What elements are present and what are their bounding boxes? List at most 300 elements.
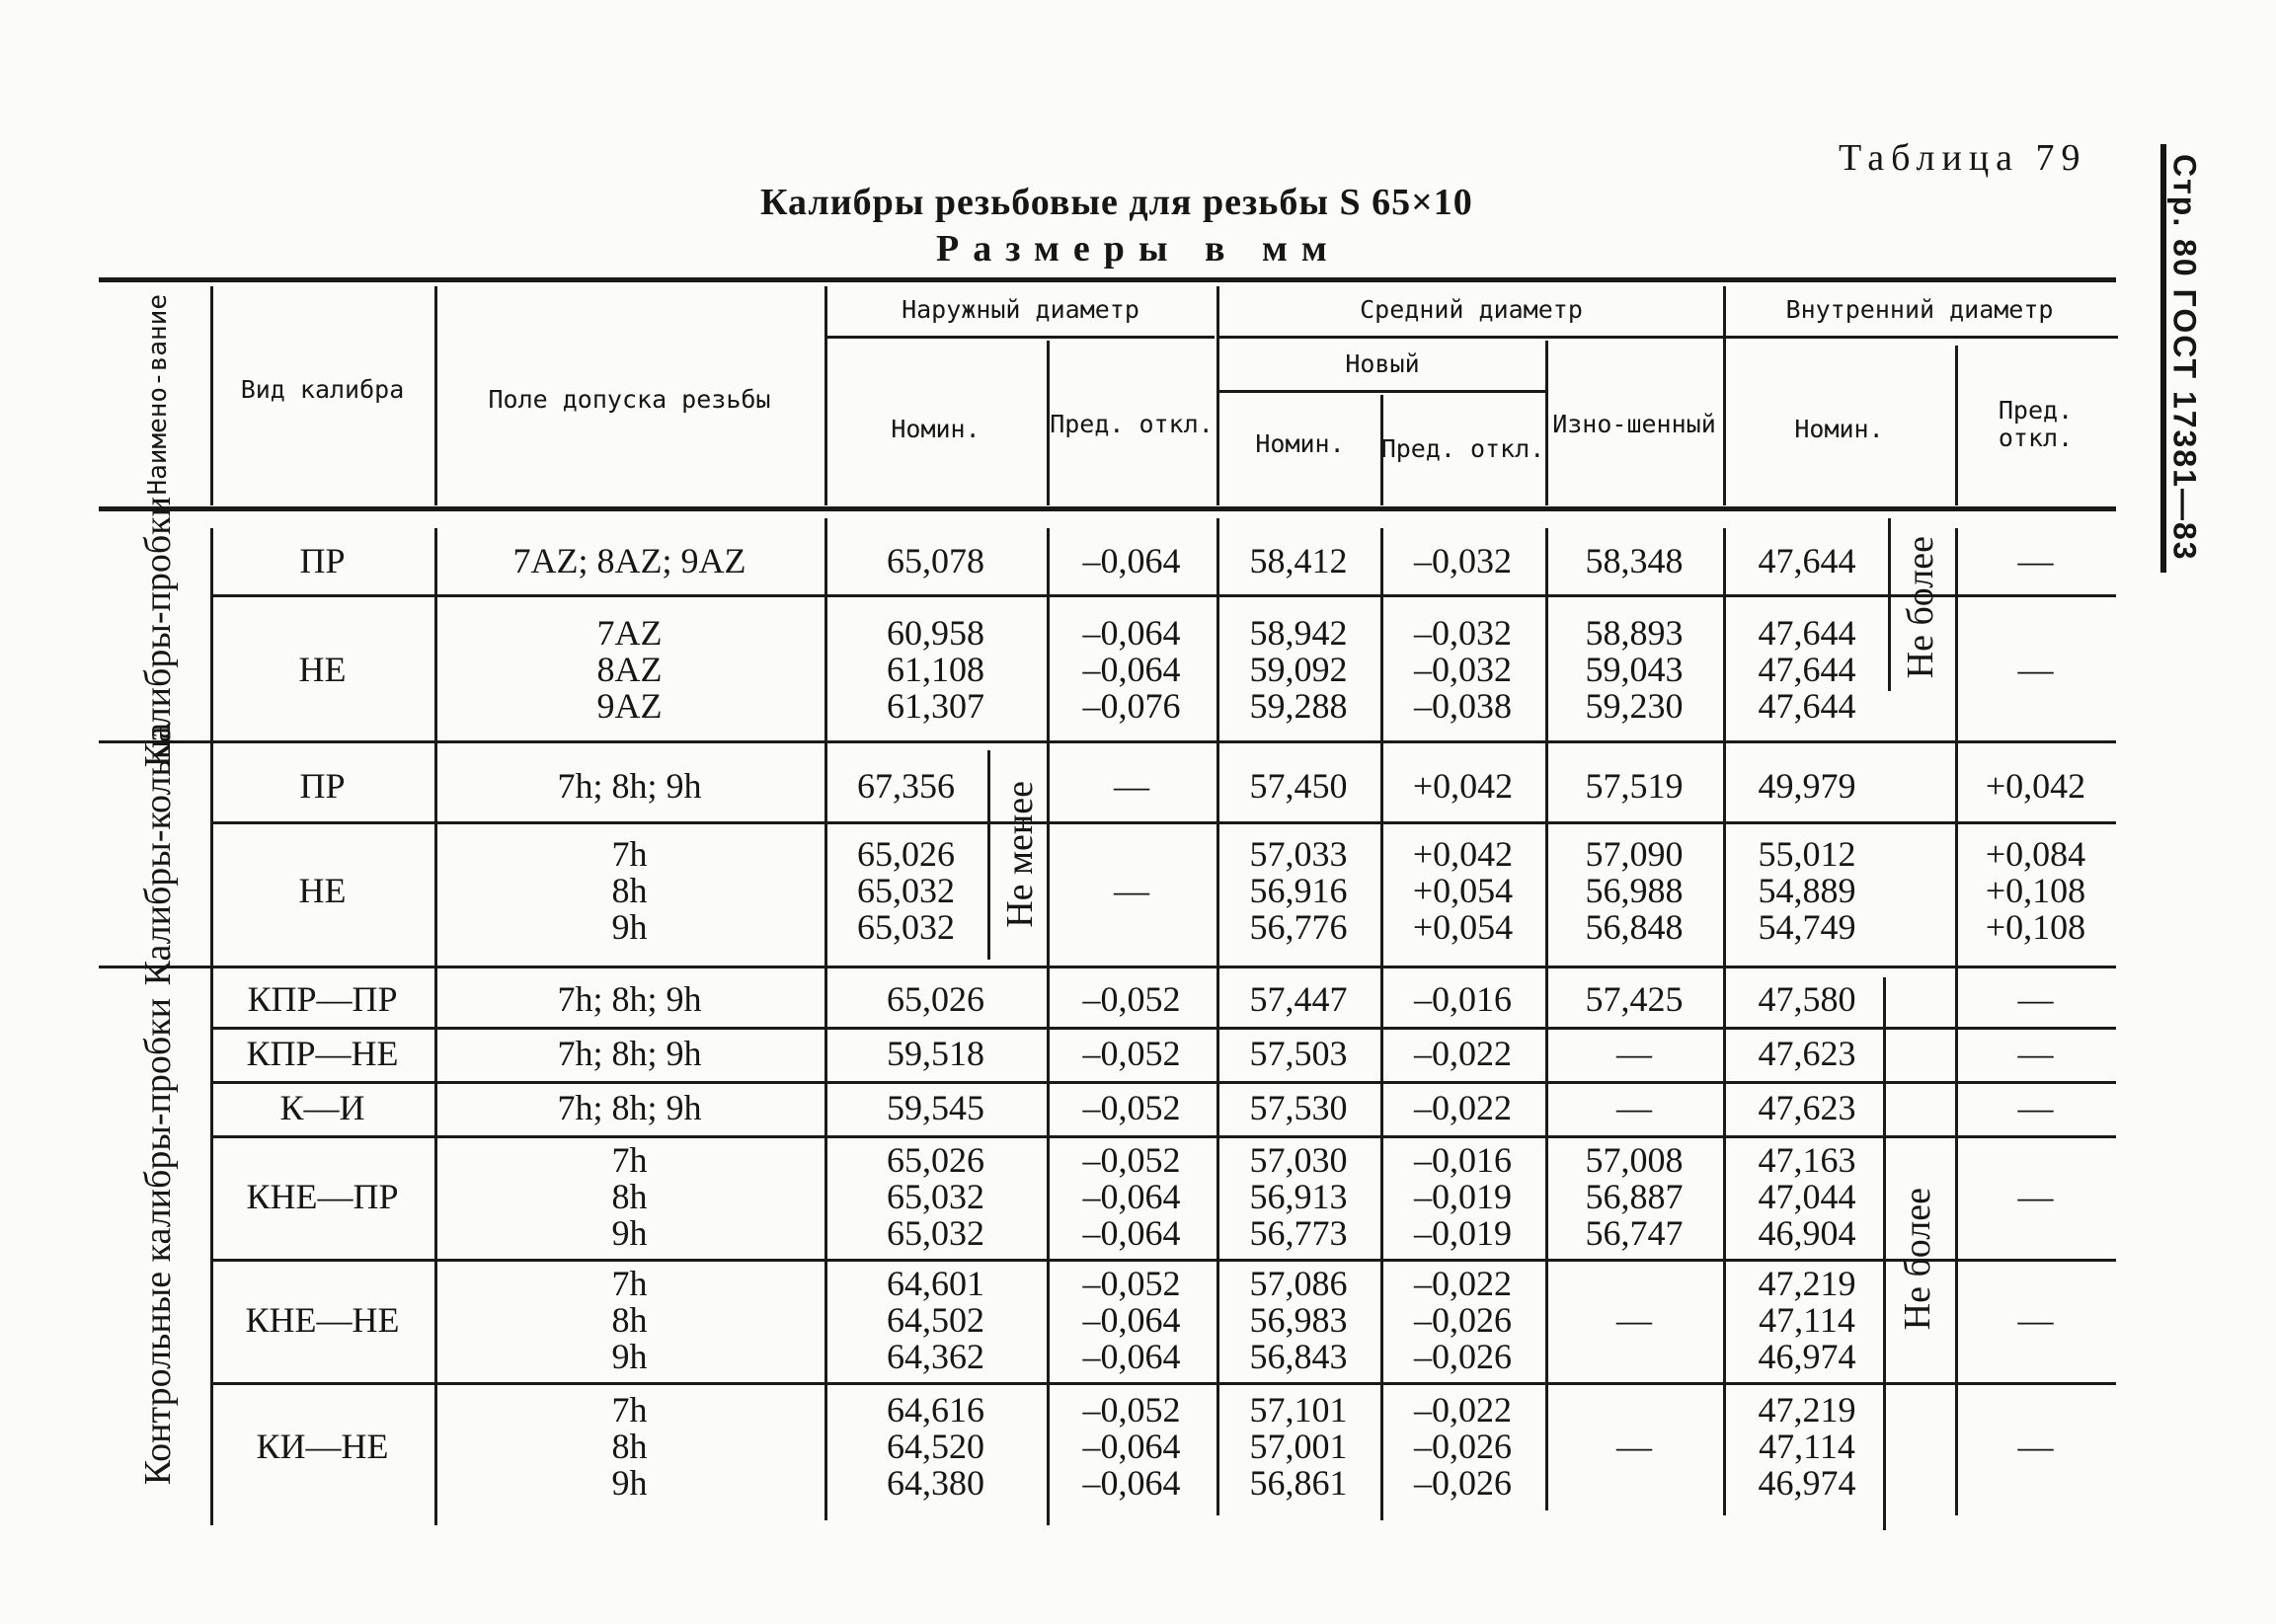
header-inner-nom-line: Номин. [1794, 415, 1884, 443]
cell-field [434, 821, 824, 960]
cell-inner-nom [1723, 1382, 1891, 1510]
cell-outer-dev-line: –0,052 [1082, 1264, 1181, 1303]
group-g1 [114, 496, 202, 768]
cell-field [434, 1027, 824, 1081]
cell-outer-dev-line: –0,064 [1082, 1426, 1181, 1466]
cell-inner-nom-line: 55,012 [1758, 833, 1856, 874]
cell-outer-nom-line: 67,356 [857, 765, 955, 806]
cell-mid-nom-line: 57,001 [1249, 1426, 1348, 1466]
cell-field-line: 8h [611, 1300, 648, 1340]
page-side-label [2164, 140, 2204, 575]
cell-outer-dev-line: –0,064 [1082, 1337, 1181, 1376]
cell-mid-dev-line: –0,032 [1414, 650, 1512, 689]
cell-outer-nom-line: 65,026 [887, 979, 984, 1019]
cell-mid-worn [1545, 1081, 1723, 1135]
header-outer-dev-line: Пред. откл. [1050, 410, 1214, 438]
cell-outer-nom-line: 59,545 [887, 1088, 984, 1127]
header-name-text: Наимено-вание [143, 294, 173, 496]
cell-field-line: 7h [611, 1140, 648, 1180]
cell-outer-nom [824, 1027, 1047, 1081]
cell-inner-dev-line: — [2017, 1088, 2054, 1127]
cell-inner-nom-line: 47,163 [1758, 1140, 1856, 1180]
cell-type [210, 604, 434, 735]
cell-mid-dev-line: –0,026 [1414, 1337, 1512, 1376]
cell-mid-nom-line: 59,092 [1249, 650, 1348, 689]
cell-mid-worn [1545, 1259, 1723, 1382]
cell-outer-nom-line: 65,032 [887, 1177, 984, 1216]
cell-type-line: КНЕ—ПР [246, 1177, 399, 1216]
cell-mid-nom-line: 56,776 [1249, 906, 1348, 947]
cell-mid-worn [1545, 604, 1723, 735]
cell-mid-worn [1545, 972, 1723, 1027]
cell-outer-dev [1047, 972, 1216, 1027]
cell-mid-worn [1545, 1135, 1723, 1259]
cell-outer-dev-line: –0,064 [1082, 1177, 1181, 1216]
cell-type [210, 821, 434, 960]
cell-mid-dev-line: +0,054 [1412, 906, 1514, 947]
cell-inner-dev-line: — [2017, 541, 2054, 580]
cell-inner-dev-line: — [2017, 1177, 2054, 1216]
cell-mid-nom-line: 56,773 [1249, 1213, 1348, 1253]
cell-inner-dev [1955, 528, 2116, 594]
cell-mid-nom-line: 57,030 [1249, 1140, 1348, 1180]
cell-outer-dev-line: –0,064 [1082, 1300, 1181, 1340]
cell-inner-nom-line: 47,044 [1758, 1177, 1856, 1216]
cell-outer-nom-line: 64,380 [887, 1462, 984, 1503]
cell-mid-dev [1380, 1135, 1545, 1259]
cell-outer-nom-line: 65,032 [857, 906, 955, 947]
cell-inner-nom [1723, 1081, 1891, 1135]
cell-mid-nom [1216, 972, 1380, 1027]
group-g2-text: Калибры-кольца [137, 722, 179, 986]
cell-field-line: 9h [611, 1337, 648, 1376]
header-outer-dev [1047, 385, 1216, 464]
group-g3-text: Контрольные калибры-пробки [137, 997, 179, 1486]
cell-mid-nom [1216, 604, 1380, 735]
cell-outer-dev [1047, 821, 1216, 960]
group-g2 [114, 722, 202, 986]
cell-mid-nom [1216, 750, 1380, 821]
cell-outer-dev-line: –0,052 [1082, 979, 1181, 1019]
cell-type [210, 1259, 434, 1382]
cell-mid-dev-line: –0,032 [1414, 541, 1512, 580]
cell-outer-dev [1047, 1135, 1216, 1259]
cell-mid-worn-line: 56,848 [1585, 906, 1684, 947]
cell-mid-dev [1380, 972, 1545, 1027]
cell-outer-dev-line: –0,064 [1082, 650, 1181, 689]
cell-inner-dev [1955, 1081, 2116, 1135]
cell-inner-nom [1723, 1027, 1891, 1081]
cell-mid-nom [1216, 1135, 1380, 1259]
cell-outer-dev [1047, 1382, 1216, 1510]
header-field-line: Поле допуска резьбы [488, 385, 771, 414]
cell-type-line: К—И [279, 1088, 365, 1127]
cell-field [434, 1135, 824, 1259]
cell-field [434, 1382, 824, 1510]
cell-outer-dev [1047, 528, 1216, 594]
cell-outer-dev-line: –0,064 [1082, 1213, 1181, 1253]
cell-mid-nom [1216, 821, 1380, 960]
column-rule [1380, 528, 1383, 1520]
cell-outer-nom [824, 750, 987, 821]
cell-mid-worn-line: 57,090 [1585, 833, 1684, 874]
cell-outer-dev-line: –0,052 [1082, 1389, 1181, 1430]
cell-mid-worn-line: 57,425 [1585, 979, 1684, 1019]
units-caption: Размеры в мм [936, 228, 1341, 270]
cell-mid-dev-line: +0,042 [1412, 833, 1514, 874]
cell-outer-nom-line: 65,026 [857, 833, 955, 874]
header-middle-line: Средний диаметр [1360, 295, 1583, 324]
column-rule [824, 518, 827, 1520]
cell-inner-dev-line: — [2017, 1034, 2054, 1073]
header-outer-nom-line: Номин. [891, 415, 981, 443]
cell-outer-nom [824, 1135, 1047, 1259]
header-outer-line: Наружный диаметр [902, 295, 1139, 324]
cell-inner-dev-line: +0,042 [1985, 765, 2086, 806]
cell-mid-worn-line: 56,988 [1585, 870, 1684, 910]
cell-mid-worn-line: — [1616, 1034, 1652, 1073]
cell-mid-worn-line: 56,887 [1585, 1177, 1684, 1216]
cell-field-line: 8AZ [596, 650, 663, 689]
header-middle [1219, 286, 1723, 334]
cell-field-line: 9h [611, 1462, 648, 1503]
cell-mid-nom-line: 56,861 [1249, 1462, 1348, 1503]
column-rule [1545, 528, 1548, 1510]
group-g3 [114, 972, 202, 1510]
header-inner-dev [1955, 385, 2116, 464]
cell-field-line: 7h; 8h; 9h [557, 765, 702, 806]
cell-mid-worn-line: 58,348 [1585, 541, 1684, 580]
cell-outer-nom-line: 61,307 [887, 686, 984, 726]
note-ne-menee-text: Не менее [999, 780, 1041, 928]
cell-mid-nom-line: 58,412 [1249, 541, 1348, 580]
cell-outer-nom-line: 65,032 [887, 1213, 984, 1253]
cell-mid-nom [1216, 1382, 1380, 1510]
cell-mid-worn-line: 59,043 [1585, 650, 1684, 689]
cell-type [210, 1135, 434, 1259]
cell-inner-nom [1723, 528, 1891, 594]
cell-inner-nom-line: 47,219 [1758, 1389, 1856, 1430]
cell-inner-nom-line: 54,889 [1758, 870, 1856, 910]
cell-mid-nom [1216, 1081, 1380, 1135]
rule-line [210, 594, 2116, 597]
cell-mid-nom-line: 56,983 [1249, 1300, 1348, 1340]
cell-type-line: ПР [299, 765, 346, 806]
cell-mid-nom-line: 56,913 [1249, 1177, 1348, 1216]
cell-field-line: 7h; 8h; 9h [557, 1034, 702, 1073]
cell-mid-nom-line: 56,916 [1249, 870, 1348, 910]
cell-field [434, 1081, 824, 1135]
cell-inner-dev-line: — [2017, 650, 2054, 689]
column-rule [434, 528, 437, 1525]
cell-mid-dev-line: +0,054 [1412, 870, 1514, 910]
cell-mid-dev [1380, 1382, 1545, 1510]
cell-type [210, 1027, 434, 1081]
cell-field-line: 9h [611, 1213, 648, 1253]
rule-line [210, 966, 2116, 968]
cell-mid-worn-line: — [1616, 1426, 1652, 1466]
cell-outer-nom-line: 64,616 [887, 1389, 984, 1430]
cell-outer-dev-line: –0,052 [1082, 1034, 1181, 1073]
cell-inner-dev [1955, 750, 2116, 821]
cell-mid-dev-line: –0,026 [1414, 1426, 1512, 1466]
cell-mid-nom [1216, 528, 1380, 594]
cell-outer-dev-line: –0,052 [1082, 1088, 1181, 1127]
cell-mid-worn [1545, 821, 1723, 960]
cell-inner-dev [1955, 1259, 2116, 1382]
cell-field [434, 528, 824, 594]
cell-mid-dev [1380, 604, 1545, 735]
cell-outer-nom [824, 1081, 1047, 1135]
cell-inner-nom-line: 46,974 [1758, 1462, 1856, 1503]
cell-outer-dev-line: — [1114, 870, 1149, 910]
cell-field-line: 7h; 8h; 9h [557, 1088, 702, 1127]
cell-inner-dev [1955, 1382, 2116, 1510]
cell-mid-dev-line: –0,016 [1414, 1140, 1512, 1180]
cell-field-line: 7AZ [596, 613, 663, 653]
cell-type [210, 1382, 434, 1510]
note-ne-menee [990, 750, 1050, 958]
cell-mid-dev-line: +0,042 [1412, 765, 1514, 806]
header-outer [824, 286, 1216, 334]
header-type [210, 341, 434, 439]
cell-mid-dev [1380, 528, 1545, 594]
header-mid-dev-line: Пред. откл. [1380, 434, 1545, 463]
cell-mid-nom-line: 57,530 [1249, 1088, 1348, 1127]
header-inner [1723, 286, 2116, 334]
cell-inner-nom [1723, 1259, 1891, 1382]
header-worn [1545, 385, 1723, 464]
cell-type [210, 1081, 434, 1135]
cell-inner-nom-line: 54,749 [1758, 906, 1856, 947]
column-rule [210, 528, 213, 1525]
note-ne-bolee-1 [1891, 518, 1950, 696]
cell-field-line: 7h [611, 1264, 648, 1303]
cell-type [210, 528, 434, 594]
cell-inner-nom-line: 47,114 [1759, 1300, 1855, 1340]
cell-inner-dev [1955, 821, 2116, 960]
cell-mid-worn-line: 59,230 [1585, 686, 1684, 726]
cell-inner-nom-line: 47,114 [1759, 1426, 1855, 1466]
header-mid-nom [1219, 405, 1380, 484]
rule-line [99, 277, 2116, 282]
cell-inner-nom-line: 47,219 [1758, 1264, 1856, 1303]
cell-outer-nom-line: 65,026 [887, 1140, 984, 1180]
cell-mid-worn [1545, 528, 1723, 594]
column-rule [1883, 977, 1886, 1530]
cell-mid-nom-line: 57,450 [1249, 765, 1348, 806]
rule-line [1219, 336, 1723, 339]
cell-inner-nom-line: 47,644 [1758, 650, 1856, 689]
cell-mid-worn [1545, 750, 1723, 821]
cell-outer-nom [824, 1382, 1047, 1510]
cell-type-line: КПР—ПР [247, 979, 398, 1019]
rule-line [1219, 390, 1545, 393]
cell-mid-dev [1380, 1081, 1545, 1135]
header-mid-nom-line: Номин. [1255, 429, 1345, 458]
group-g1-text: Калибры-пробки [137, 496, 179, 768]
cell-outer-dev-line: –0,064 [1082, 541, 1181, 580]
column-rule [1216, 518, 1219, 1515]
cell-outer-nom [824, 1259, 1047, 1382]
rule-line [210, 740, 2116, 743]
cell-outer-dev-line: –0,064 [1082, 1462, 1181, 1503]
cell-mid-worn-line: 57,008 [1585, 1140, 1684, 1180]
cell-field [434, 1259, 824, 1382]
cell-outer-dev [1047, 604, 1216, 735]
note-ne-bolee-2-text: Не более [1897, 1187, 1938, 1331]
cell-field-line: 8h [611, 870, 648, 910]
header-outer-nom [824, 395, 1047, 464]
cell-inner-nom-line: 47,623 [1758, 1034, 1856, 1073]
cell-mid-dev-line: –0,022 [1414, 1034, 1512, 1073]
cell-inner-dev-line: — [2017, 1300, 2054, 1340]
cell-outer-dev-line: –0,076 [1082, 686, 1181, 726]
cell-field-line: 9h [611, 906, 648, 947]
cell-mid-dev-line: –0,032 [1414, 613, 1512, 653]
cell-inner-nom [1723, 821, 1891, 960]
cell-mid-worn [1545, 1382, 1723, 1510]
cell-inner-nom-line: 47,580 [1758, 979, 1856, 1019]
cell-type-line: КПР—НЕ [246, 1034, 399, 1073]
table-number: Таблица 79 [1839, 137, 2087, 179]
cell-mid-dev-line: –0,022 [1414, 1264, 1512, 1303]
cell-mid-nom-line: 57,101 [1249, 1389, 1348, 1430]
cell-outer-dev-line: –0,052 [1082, 1140, 1181, 1180]
header-new [1219, 341, 1545, 388]
cell-mid-nom-line: 57,503 [1249, 1034, 1348, 1073]
cell-outer-nom-line: 64,502 [887, 1300, 984, 1340]
cell-mid-worn-line: 58,893 [1585, 613, 1684, 653]
header-worn-line: Изно-шенный [1552, 410, 1716, 438]
column-rule [1047, 528, 1050, 1525]
cell-mid-worn [1545, 1027, 1723, 1081]
cell-type-line: НЕ [298, 650, 347, 689]
cell-mid-dev-line: –0,019 [1414, 1177, 1512, 1216]
cell-mid-nom-line: 57,033 [1249, 833, 1348, 874]
header-type-line: Вид калибра [240, 375, 405, 404]
cell-mid-nom-line: 58,942 [1249, 613, 1348, 653]
header-name [109, 286, 207, 503]
rule-line [824, 336, 1215, 339]
cell-inner-nom-line: 47,623 [1758, 1088, 1856, 1127]
cell-inner-dev-line: — [2017, 1426, 2054, 1466]
cell-inner-nom-line: 47,644 [1758, 541, 1856, 580]
column-rule [1723, 528, 1726, 1515]
cell-mid-dev [1380, 821, 1545, 960]
cell-field-line: 7h; 8h; 9h [557, 979, 702, 1019]
header-field [434, 341, 824, 459]
cell-outer-nom [824, 604, 1047, 735]
cell-mid-nom-line: 59,288 [1249, 686, 1348, 726]
cell-type-line: ПР [299, 541, 346, 580]
cell-inner-dev-line: +0,084 [1985, 833, 2086, 874]
cell-type [210, 972, 434, 1027]
cell-inner-dev-line: +0,108 [1985, 870, 2086, 910]
cell-mid-dev-line: –0,026 [1414, 1300, 1512, 1340]
cell-outer-nom-line: 61,108 [887, 650, 984, 689]
cell-inner-nom [1723, 1135, 1891, 1259]
cell-outer-nom [824, 972, 1047, 1027]
cell-inner-nom-line: 46,974 [1758, 1337, 1856, 1376]
cell-type-line: НЕ [298, 870, 347, 910]
cell-mid-nom [1216, 1259, 1380, 1382]
cell-mid-nom-line: 57,086 [1249, 1264, 1348, 1303]
cell-mid-worn-line: — [1616, 1088, 1652, 1127]
cell-outer-dev [1047, 1259, 1216, 1382]
cell-field-line: 7h [611, 833, 648, 874]
cell-outer-nom-line: 64,520 [887, 1426, 984, 1466]
cell-inner-dev-line: +0,108 [1985, 906, 2086, 947]
cell-mid-dev-line: –0,019 [1414, 1213, 1512, 1253]
cell-inner-dev [1955, 604, 2116, 735]
cell-inner-dev [1955, 1027, 2116, 1081]
cell-mid-nom-line: 57,447 [1249, 979, 1348, 1019]
cell-field-line: 9AZ [596, 686, 663, 726]
header-mid-dev [1380, 405, 1545, 494]
cell-inner-dev [1955, 972, 2116, 1027]
note-ne-bolee-2 [1888, 1135, 1947, 1382]
cell-outer-dev-line: –0,064 [1082, 613, 1181, 653]
cell-outer-dev [1047, 1027, 1216, 1081]
cell-type-line: КНЕ—НЕ [245, 1300, 400, 1340]
cell-outer-nom-line: 65,032 [857, 870, 955, 910]
cell-inner-dev-line: — [2017, 979, 2054, 1019]
cell-outer-nom-line: 64,362 [887, 1337, 984, 1376]
cell-mid-dev-line: –0,016 [1414, 979, 1512, 1019]
cell-type-line: КИ—НЕ [256, 1426, 389, 1466]
cell-inner-nom-line: 47,644 [1758, 613, 1856, 653]
cell-mid-dev-line: –0,026 [1414, 1462, 1512, 1503]
cell-inner-nom [1723, 972, 1891, 1027]
rule-line [1723, 336, 2118, 339]
cell-mid-dev-line: –0,022 [1414, 1088, 1512, 1127]
cell-mid-nom [1216, 1027, 1380, 1081]
cell-outer-dev [1047, 1081, 1216, 1135]
cell-field-line: 8h [611, 1177, 648, 1216]
cell-mid-dev-line: –0,038 [1414, 686, 1512, 726]
table-title: Калибры резьбовые для резьбы S 65×10 [760, 182, 1473, 223]
cell-outer-dev [1047, 750, 1216, 821]
cell-field-line: 7AZ; 8AZ; 9AZ [512, 541, 746, 580]
header-inner-line: Внутренний диаметр [1785, 295, 2054, 324]
cell-inner-nom-line: 49,979 [1758, 765, 1856, 806]
cell-outer-nom [824, 821, 987, 960]
rule-line [99, 506, 2116, 511]
cell-inner-dev [1955, 1135, 2116, 1259]
cell-outer-nom-line: 64,601 [887, 1264, 984, 1303]
cell-inner-nom-line: 46,904 [1758, 1213, 1856, 1253]
cell-mid-worn-line: 57,519 [1585, 765, 1684, 806]
column-rule [1955, 528, 1958, 1515]
side-label-text: Стр. 80 ГОСТ 17381—83 [2166, 153, 2203, 562]
cell-field [434, 604, 824, 735]
cell-outer-nom-line: 60,958 [887, 613, 984, 653]
cell-inner-nom [1723, 604, 1891, 735]
cell-mid-dev-line: –0,022 [1414, 1389, 1512, 1430]
cell-outer-dev-line: — [1114, 765, 1149, 806]
cell-mid-dev [1380, 1027, 1545, 1081]
cell-inner-nom [1723, 750, 1891, 821]
cell-type [210, 750, 434, 821]
cell-field-line: 7h [611, 1389, 648, 1430]
cell-inner-nom-line: 47,644 [1758, 686, 1856, 726]
header-new-line: Новый [1345, 349, 1420, 378]
header-inner-nom [1723, 395, 1955, 464]
cell-field [434, 750, 824, 821]
cell-mid-nom-line: 56,843 [1249, 1337, 1348, 1376]
cell-field-line: 8h [611, 1426, 648, 1466]
